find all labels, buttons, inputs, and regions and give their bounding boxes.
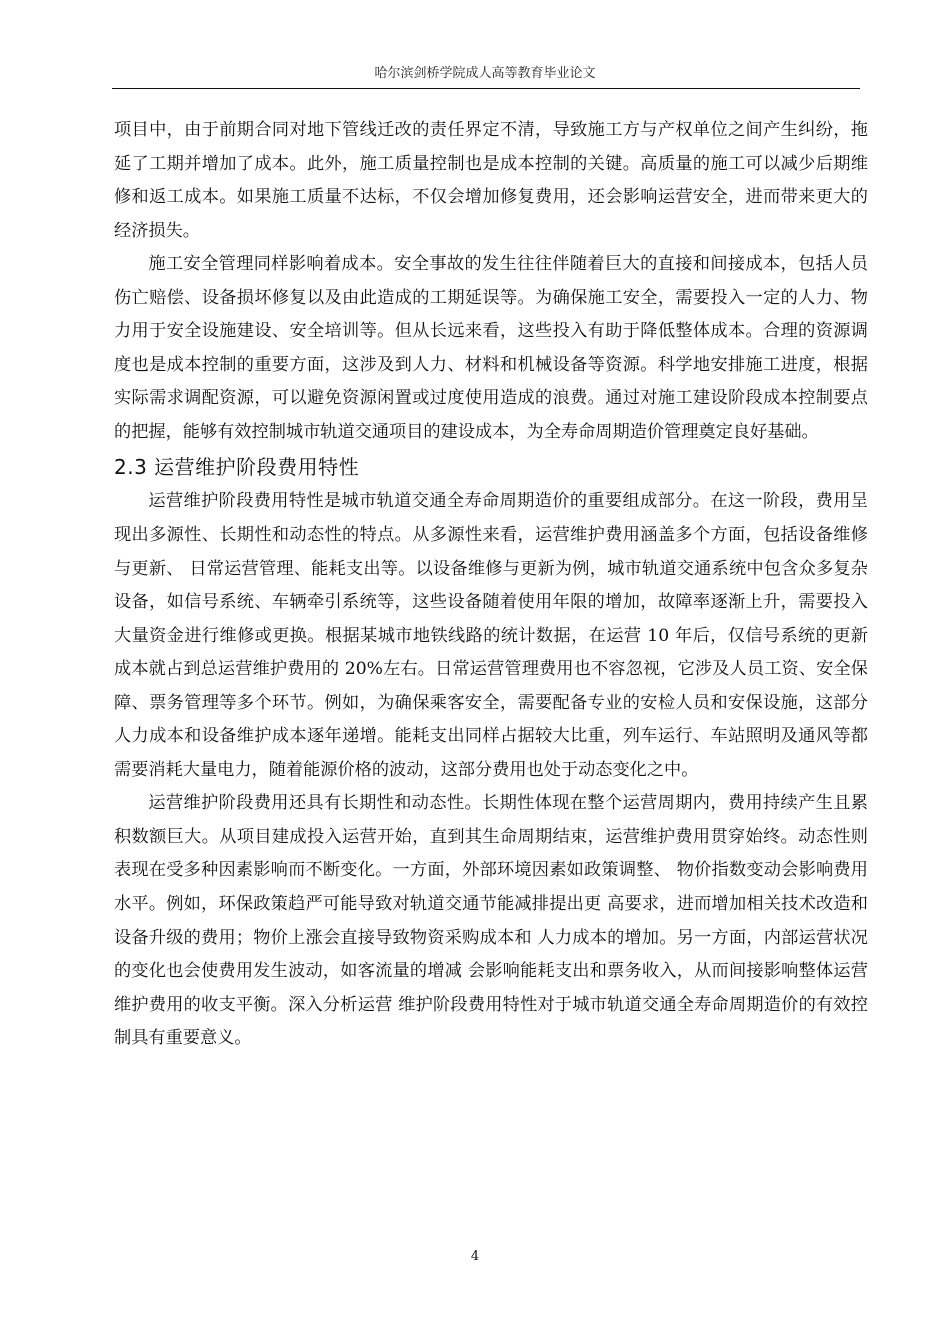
page-header-title: 哈尔滨剑桥学院成人高等教育毕业论文	[374, 66, 596, 81]
header-divider	[112, 88, 860, 89]
body-paragraph: 运营维护阶段费用特性是城市轨道交通全寿命周期造价的重要组成部分。在这一阶段，费用呈现出多源性、长期性和动态性的特点。从多源性来看，运营维护费用涵盖多个方面，包括设备维修与更新、 日常运营管理、能耗支出等。以设备维修与更新为例，城市轨道交通系统中包含众多复杂设备，如信号系统、车辆牵引系统等，这些设备随着使用年限的增加，故障率逐渐上升，需要投入大量资金进行维修或更换。根据某城市地铁线路的统计数据，在运营 10 年后，仅信号系统的更新成本就占到总运营维护费用的 20%左右。日常运营管理费用也不容忽视，它涉及人员工资、安全保障、票务管理等多个环节。例如，为确保乘客安全，需要配备专业的安检人员和安保设施，这部分人力成本和设备维护成本逐年递增。能耗支出同样占据较大比重，列车运行、车站照明及通风等都需要消耗大量电力，随着能源价格的波动，这部分费用也处于动态变化之中。	[114, 491, 868, 780]
body-paragraph: 运营维护阶段费用还具有长期性和动态性。长期性体现在整个运营周期内，费用持续产生且累积数额巨大。从项目建成投入运营开始，直到其生命周期结束，运营维护费用贯穿始终。动态性则表现在受多种因素影响而不断变化。一方面，外部环境因素如政策调整、 物价指数变动会影响费用水平。例如，环保政策趋严可能导致对轨道交通节能减排提出更 高要求，进而增加相关技术改造和设备升级的费用；物价上涨会直接导致物资采购成本和 人力成本的增加。另一方面，内部运营状况的变化也会使费用发生波动，如客流量的增减 会影响能耗支出和票务收入，从而间接影响整体运营维护费用的收支平衡。深入分析运营 维护阶段费用特性对于城市轨道交通全寿命周期造价的有效控制具有重要意义。	[114, 793, 868, 1049]
body-paragraph: 施工安全管理同样影响着成本。安全事故的发生往往伴随着巨大的直接和间接成本，包括人员伤亡赔偿、设备损坏修复以及由此造成的工期延误等。为确保施工安全，需要投入一定的人力、物力用于安全设施建设、安全培训等。但从长远来看，这些投入有助于降低整体成本。合理的资源调度也是成本控制的重要方面，这涉及到人力、材料和机械设备等资源。科学地安排施工进度，根据实际需求调配资源，可以避免资源闲置或过度使用造成的浪费。通过对施工建设阶段成本控制要点的把握，能够有效控制城市轨道交通项目的建设成本，为全寿命周期造价管理奠定良好基础。	[114, 254, 868, 442]
body-paragraph: 项目中，由于前期合同对地下管线迁改的责任界定不清，导致施工方与产权单位之间产生纠纷，拖延了工期并增加了成本。此外，施工质量控制也是成本控制的关键。高质量的施工可以减少后期维修和返工成本。如果施工质量不达标，不仅会增加修复费用，还会影响运营安全，进而带来更大的经济损失。	[114, 120, 868, 241]
section-heading: 2.3 运营维护阶段费用特性	[114, 455, 360, 480]
page-number: 4	[470, 1249, 480, 1264]
document-body	[114, 114, 868, 1056]
